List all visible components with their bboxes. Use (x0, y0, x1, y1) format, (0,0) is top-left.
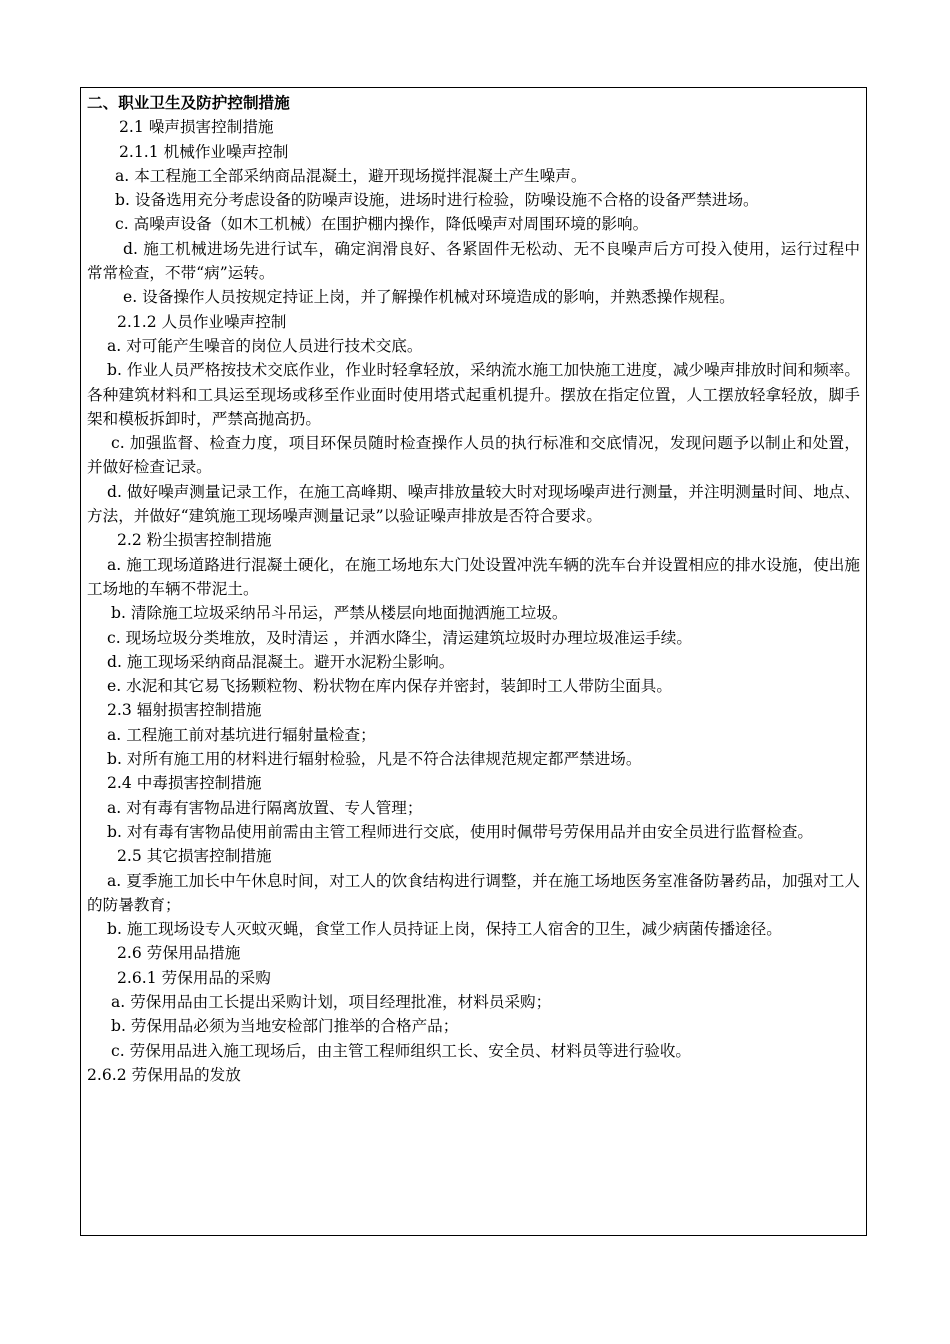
paragraph: b. 劳保用品必须为当地安检部门推举的合格产品； (111, 1017, 459, 1036)
paragraph: c. 加强监督、检查力度，项目环保员随时检查操作人员的执行标准和交底情况，发现问题予以制止和处置，并做好检查记录。 (87, 434, 860, 477)
paragraph: d. 做好噪声测量记录工作，在施工高峰期、噪声排放量较大时对现场噪声进行测量，并注明测量时间、地点、方法，并做好“建筑施工现场噪声测量记录”以验证噪声排放是否符合要求。 (87, 482, 860, 526)
paragraph: b. 对有毒有害物品使用前需由主管工程师进行交底，使用时佩带号劳保用品并由安全员进行监督检查。 (107, 822, 814, 841)
paragraph: b. 设备选用充分考虑设备的防噪声设施，进场时进行检验，防噪设施不合格的设备严禁进场。 (115, 191, 759, 210)
paragraph: a. 对有毒有害物品进行隔离放置、专人管理； (107, 798, 423, 817)
paragraph: e. 设备操作人员按规定持证上岗，并了解操作机械对环境造成的影响，并熟悉操作规程。 (123, 288, 735, 307)
paragraph: a. 夏季施工加长中午休息时间，对工人的饮食结构进行调整，并在施工场地医务室准备防暑药品，加强对工人的防暑教育； (87, 871, 860, 914)
paragraph: d. 施工机械进场先进行试车，确定润滑良好、各紧固件无松动、无不良噪声后方可投入使用，运行过程中常常检查，不带“病”运转。 (87, 239, 860, 283)
subsection-title: 2.5 其它损害控制措施 (117, 847, 272, 866)
paragraph: e. 水泥和其它易飞扬颗粒物、粉状物在库内保存并密封，装卸时工人带防尘面具。 (107, 677, 672, 696)
subsection-title: 2.6 劳保用品措施 (117, 944, 241, 963)
subsection-title: 2.1 噪声损害控制措施 (119, 118, 274, 137)
subsection-title: 2.1.1 机械作业噪声控制 (119, 142, 289, 161)
paragraph: d. 施工现场采纳商品混凝土。避开水泥粉尘影响。 (107, 652, 455, 671)
subsection-title: 2.3 辐射损害控制措施 (107, 701, 262, 720)
document-frame (80, 87, 867, 1236)
paragraph: b. 作业人员严格按技术交底作业，作业时轻拿轻放，采纳流水施工加快施工进度，减少噪声排放时间和频率。各种建筑材料和工具运至现场或移至作业面时使用塔式起重机提升。摆放在指定位置，人工摆放轻拿轻放，脚手架和模板拆卸时，严禁高抛高扔。 (87, 361, 860, 428)
document-body (87, 91, 860, 1087)
paragraph: a. 施工现场道路进行混凝土硬化，在施工场地东大门处设置冲洗车辆的洗车台并设置相应的排水设施，使出施工场地的车辆不带泥土。 (87, 555, 860, 598)
paragraph: a. 本工程施工全部采纳商品混凝土，避开现场搅拌混凝土产生噪声。 (115, 166, 587, 185)
subsection-title: 2.1.2 人员作业噪声控制 (117, 312, 287, 331)
paragraph: c. 现场垃圾分类堆放，及时清运 ，并洒水降尘，清运建筑垃圾时办理垃圾准运手续。 (107, 628, 692, 647)
paragraph: b. 对所有施工用的材料进行辐射检验，凡是不符合法律规范规定都严禁进场。 (107, 750, 642, 769)
paragraph: b. 施工现场设专人灭蚊灭蝇，食堂工作人员持证上岗，保持工人宿舍的卫生，减少病菌传播途径。 (107, 920, 782, 939)
subsection-title: 2.6.2 劳保用品的发放 (87, 1065, 241, 1084)
paragraph: a. 工程施工前对基坑进行辐射量检查； (107, 725, 376, 744)
paragraph: a. 劳保用品由工长提出采购计划，项目经理批准，材料员采购； (111, 992, 552, 1011)
section-heading: 二、职业卫生及防护控制措施 (87, 94, 290, 112)
paragraph: c. 高噪声设备（如木工机械）在围护棚内操作，降低噪声对周围环境的影响。 (115, 215, 649, 234)
paragraph: c. 劳保用品进入施工现场后，由主管工程师组织工长、安全员、材料员等进行验收。 (111, 1041, 692, 1060)
paragraph: a. 对可能产生噪音的岗位人员进行技术交底。 (107, 336, 423, 355)
subsection-title: 2.6.1 劳保用品的采购 (117, 968, 271, 987)
paragraph: b. 清除施工垃圾采纳吊斗吊运，严禁从楼层向地面抛洒施工垃圾。 (111, 604, 568, 623)
subsection-title: 2.4 中毒损害控制措施 (107, 774, 262, 793)
subsection-title: 2.2 粉尘损害控制措施 (117, 531, 272, 550)
